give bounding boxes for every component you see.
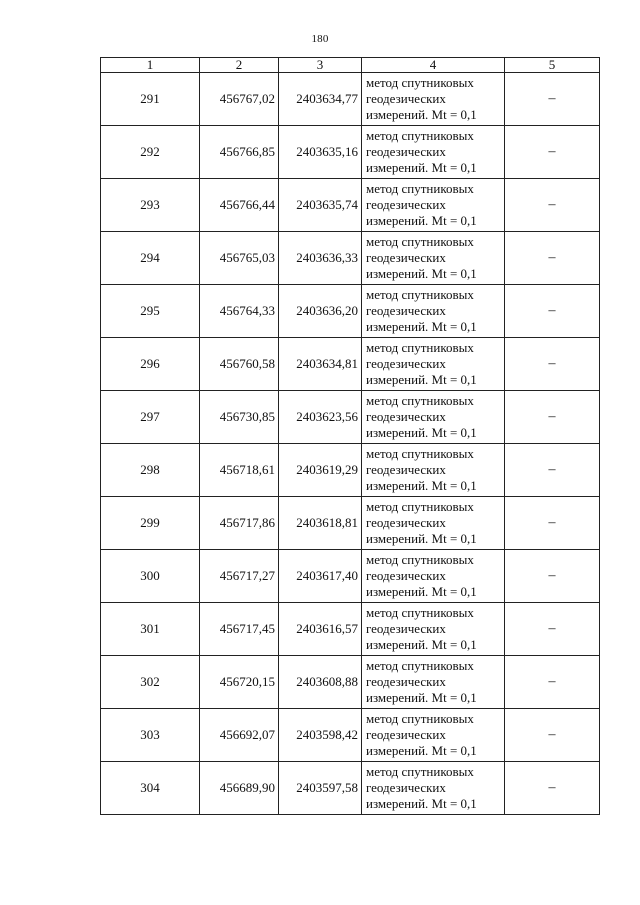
header-col-1: 1	[101, 58, 200, 73]
point-number-cell: 296	[101, 338, 200, 391]
point-number-cell: 291	[101, 73, 200, 126]
point-number-cell: 302	[101, 656, 200, 709]
method-line: геодезических	[366, 91, 446, 106]
point-number-cell: 294	[101, 232, 200, 285]
coordinates-table	[100, 57, 600, 815]
method-line: измерений. Mt = 0,1	[366, 107, 477, 122]
table-row	[101, 444, 600, 497]
note-cell: –	[505, 73, 600, 126]
point-number-cell: 301	[101, 603, 200, 656]
x-coordinate-cell: 456760,58	[200, 338, 279, 391]
point-number-cell: 300	[101, 550, 200, 603]
page-number: 180	[311, 33, 329, 45]
method-line: измерений. Mt = 0,1	[366, 796, 477, 811]
method-cell	[362, 73, 505, 126]
method-cell	[362, 285, 505, 338]
x-coordinate-cell: 456766,44	[200, 179, 279, 232]
header-col-5: 5	[505, 58, 600, 73]
method-cell	[362, 391, 505, 444]
table-row	[101, 709, 600, 762]
method-line: метод спутниковых	[366, 393, 474, 408]
method-line: геодезических	[366, 674, 446, 689]
method-line: измерений. Mt = 0,1	[366, 637, 477, 652]
header-col-4: 4	[362, 58, 505, 73]
note-cell: –	[505, 179, 600, 232]
y-coordinate-cell: 2403616,57	[279, 603, 362, 656]
method-cell	[362, 338, 505, 391]
header-col-3: 3	[279, 58, 362, 73]
method-line: метод спутниковых	[366, 128, 474, 143]
table-row	[101, 603, 600, 656]
x-coordinate-cell: 456718,61	[200, 444, 279, 497]
point-number-cell: 299	[101, 497, 200, 550]
method-line: геодезических	[366, 356, 446, 371]
method-line: геодезических	[366, 727, 446, 742]
table-row	[101, 391, 600, 444]
note-cell: –	[505, 762, 600, 815]
method-line: геодезических	[366, 197, 446, 212]
method-line: метод спутниковых	[366, 658, 474, 673]
x-coordinate-cell: 456765,03	[200, 232, 279, 285]
table-row	[101, 285, 600, 338]
point-number-cell: 293	[101, 179, 200, 232]
table-row	[101, 126, 600, 179]
point-number-cell: 303	[101, 709, 200, 762]
method-line: метод спутниковых	[366, 287, 474, 302]
y-coordinate-cell: 2403636,33	[279, 232, 362, 285]
note-cell: –	[505, 603, 600, 656]
point-number-cell: 292	[101, 126, 200, 179]
y-coordinate-cell: 2403608,88	[279, 656, 362, 709]
x-coordinate-cell: 456689,90	[200, 762, 279, 815]
x-coordinate-cell: 456766,85	[200, 126, 279, 179]
table-row	[101, 338, 600, 391]
point-number-cell: 295	[101, 285, 200, 338]
method-line: геодезических	[366, 621, 446, 636]
method-cell	[362, 603, 505, 656]
table-row	[101, 550, 600, 603]
table-row	[101, 656, 600, 709]
x-coordinate-cell: 456692,07	[200, 709, 279, 762]
method-cell	[362, 709, 505, 762]
method-line: метод спутниковых	[366, 711, 474, 726]
point-number-cell: 304	[101, 762, 200, 815]
method-line: измерений. Mt = 0,1	[366, 584, 477, 599]
method-line: измерений. Mt = 0,1	[366, 266, 477, 281]
method-line: метод спутниковых	[366, 552, 474, 567]
note-cell: –	[505, 391, 600, 444]
method-line: метод спутниковых	[366, 446, 474, 461]
table-row	[101, 232, 600, 285]
note-cell: –	[505, 232, 600, 285]
method-cell	[362, 656, 505, 709]
y-coordinate-cell: 2403597,58	[279, 762, 362, 815]
method-line: измерений. Mt = 0,1	[366, 160, 477, 175]
method-cell	[362, 232, 505, 285]
method-cell	[362, 762, 505, 815]
header-row	[101, 58, 600, 73]
method-cell	[362, 444, 505, 497]
method-line: измерений. Mt = 0,1	[366, 531, 477, 546]
note-cell: –	[505, 550, 600, 603]
note-cell: –	[505, 444, 600, 497]
y-coordinate-cell: 2403598,42	[279, 709, 362, 762]
method-line: геодезических	[366, 462, 446, 477]
x-coordinate-cell: 456764,33	[200, 285, 279, 338]
method-line: метод спутниковых	[366, 499, 474, 514]
method-line: геодезических	[366, 780, 446, 795]
x-coordinate-cell: 456720,15	[200, 656, 279, 709]
method-line: геодезических	[366, 568, 446, 583]
method-line: геодезических	[366, 515, 446, 530]
y-coordinate-cell: 2403635,16	[279, 126, 362, 179]
method-cell	[362, 126, 505, 179]
method-cell	[362, 497, 505, 550]
header-col-2: 2	[200, 58, 279, 73]
y-coordinate-cell: 2403618,81	[279, 497, 362, 550]
table-header	[101, 58, 600, 73]
method-line: метод спутниковых	[366, 75, 474, 90]
method-line: измерений. Mt = 0,1	[366, 690, 477, 705]
note-cell: –	[505, 126, 600, 179]
method-line: геодезических	[366, 250, 446, 265]
table-body	[101, 73, 600, 815]
table-row	[101, 497, 600, 550]
y-coordinate-cell: 2403636,20	[279, 285, 362, 338]
table-row	[101, 179, 600, 232]
method-line: геодезических	[366, 303, 446, 318]
method-cell	[362, 550, 505, 603]
x-coordinate-cell: 456717,86	[200, 497, 279, 550]
method-line: измерений. Mt = 0,1	[366, 478, 477, 493]
method-line: измерений. Mt = 0,1	[366, 372, 477, 387]
x-coordinate-cell: 456767,02	[200, 73, 279, 126]
y-coordinate-cell: 2403634,81	[279, 338, 362, 391]
table-row	[101, 73, 600, 126]
x-coordinate-cell: 456717,45	[200, 603, 279, 656]
point-number-cell: 297	[101, 391, 200, 444]
y-coordinate-cell: 2403617,40	[279, 550, 362, 603]
method-line: метод спутниковых	[366, 764, 474, 779]
method-line: измерений. Mt = 0,1	[366, 425, 477, 440]
method-line: метод спутниковых	[366, 181, 474, 196]
method-line: метод спутниковых	[366, 340, 474, 355]
method-line: измерений. Mt = 0,1	[366, 213, 477, 228]
note-cell: –	[505, 497, 600, 550]
point-number-cell: 298	[101, 444, 200, 497]
method-line: геодезических	[366, 409, 446, 424]
note-cell: –	[505, 709, 600, 762]
x-coordinate-cell: 456730,85	[200, 391, 279, 444]
method-line: метод спутниковых	[366, 234, 474, 249]
method-line: геодезических	[366, 144, 446, 159]
y-coordinate-cell: 2403634,77	[279, 73, 362, 126]
note-cell: –	[505, 338, 600, 391]
table-row	[101, 762, 600, 815]
note-cell: –	[505, 656, 600, 709]
method-line: метод спутниковых	[366, 605, 474, 620]
y-coordinate-cell: 2403635,74	[279, 179, 362, 232]
method-cell	[362, 179, 505, 232]
y-coordinate-cell: 2403619,29	[279, 444, 362, 497]
x-coordinate-cell: 456717,27	[200, 550, 279, 603]
method-line: измерений. Mt = 0,1	[366, 319, 477, 334]
note-cell: –	[505, 285, 600, 338]
method-line: измерений. Mt = 0,1	[366, 743, 477, 758]
y-coordinate-cell: 2403623,56	[279, 391, 362, 444]
